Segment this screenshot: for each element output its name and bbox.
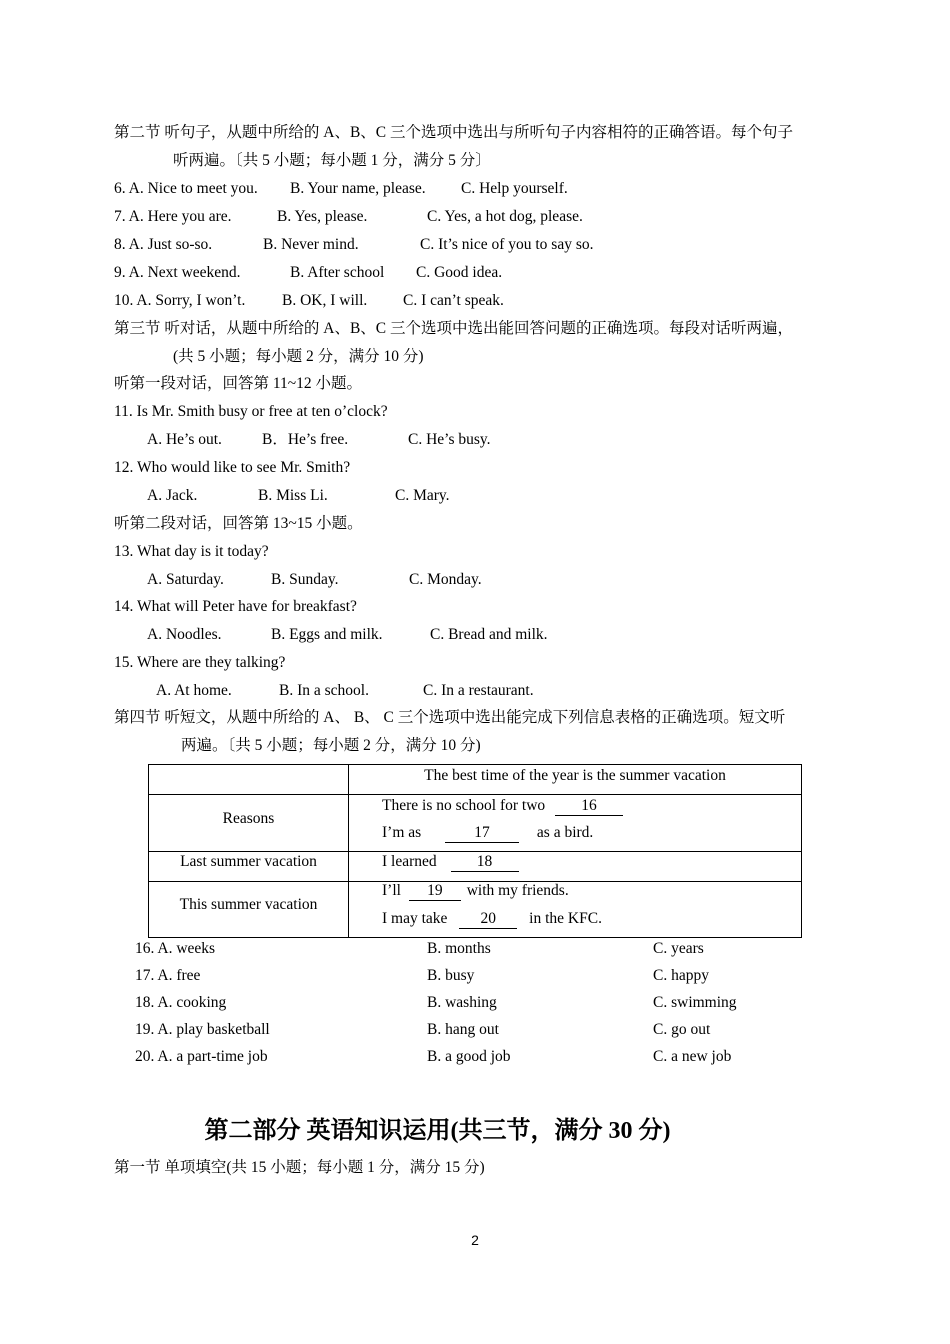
section3-instruction-line1: 第三节 听对话，从题中所给的 A、B、C 三个选项中选出能回答问题的正确选项。每段对话听两遍，: [114, 320, 793, 337]
q12-option-c: C. Mary.: [395, 487, 450, 504]
q18-option-a: 18. A. cooking: [135, 994, 227, 1011]
q11-option-c: C. He’s busy.: [408, 431, 491, 448]
this-line2-post: in the KFC.: [529, 910, 602, 927]
q13-question: 13. What day is it today?: [114, 543, 269, 560]
q20-option-c: C. a new job: [653, 1048, 732, 1065]
q14-question: 14. What will Peter have for breakfast?: [114, 598, 357, 615]
q15-question: 15. Where are they talking?: [114, 654, 286, 671]
dialog1-instruction: 听第一段对话，回答第 11~12 小题。: [114, 375, 363, 392]
q20-option-a: 20. A. a part-time job: [135, 1048, 268, 1065]
q13-option-b: B. Sunday.: [271, 571, 339, 588]
q16-option-b: B. months: [427, 940, 491, 957]
reasons-line1-text: There is no school for two: [382, 797, 546, 814]
q13-option-a: A. Saturday.: [147, 571, 224, 588]
q16-option-a: 16. A. weeks: [135, 940, 216, 957]
reasons-line2-post: as a bird.: [536, 824, 594, 841]
q9-option-b: B. After school: [290, 264, 385, 281]
section4-instruction-line2: 两遍。〔共 5 小题；每小题 2 分，满分 10 分): [181, 737, 481, 754]
blank-16: 16: [555, 797, 623, 816]
q15-option-c: C. In a restaurant.: [423, 682, 534, 699]
part2-title: 第二部分 英语知识运用(共三节，满分 30 分): [204, 1118, 671, 1144]
q17-option-c: C. happy: [653, 967, 709, 984]
q7-option-c: C. Yes, a hot dog, please.: [427, 208, 583, 225]
this-line1-post: with my friends.: [466, 882, 569, 899]
q9-option-a: 9. A. Next weekend.: [114, 264, 241, 281]
q12-option-b: B. Miss Li.: [258, 487, 328, 504]
dialog2-instruction: 听第二段对话，回答第 13~15 小题。: [114, 515, 363, 532]
part2-section1-instruction: 第一节 单项填空(共 15 小题；每小题 1 分，满分 15 分): [114, 1159, 485, 1176]
q19-option-b: B. hang out: [427, 1021, 499, 1038]
q8-option-b: B. Never mind.: [263, 236, 359, 253]
q9-option-c: C. Good idea.: [416, 264, 503, 281]
q10-option-b: B. OK, I will.: [282, 292, 368, 309]
q12-question: 12. Who would like to see Mr. Smith?: [114, 459, 351, 476]
q14-option-c: C. Bread and milk.: [430, 626, 548, 643]
section2-instruction-line2: 听两遍。〔共 5 小题；每小题 1 分，满分 5 分〕: [173, 152, 491, 169]
q7-option-a: 7. A. Here you are.: [114, 208, 232, 225]
blank-19: 19: [409, 882, 461, 901]
q10-option-c: C. I can’t speak.: [403, 292, 504, 309]
q15-option-b: B. In a school.: [279, 682, 369, 699]
q19-option-a: 19. A. play basketball: [135, 1021, 270, 1038]
q14-option-a: A. Noodles.: [147, 626, 222, 643]
q17-option-a: 17. A. free: [135, 967, 201, 984]
table-last-line: [382, 852, 519, 872]
q6-option-c: C. Help yourself.: [461, 180, 568, 197]
table-this-label: This summer vacation: [179, 896, 318, 913]
q11-option-a: A. He’s out.: [147, 431, 222, 448]
blank-20: 20: [459, 910, 517, 929]
q16-option-c: C. years: [653, 940, 704, 957]
reasons-line2-pre: I’m as: [382, 824, 422, 841]
q18-option-c: C. swimming: [653, 994, 737, 1011]
q8-option-c: C. It’s nice of you to say so.: [420, 236, 594, 253]
q15-option-a: A. At home.: [156, 682, 232, 699]
section4-instruction-line1: 第四节 听短文，从题中所给的 A、 B、 C 三个选项中选出能完成下列信息表格的正确选项。短文听: [114, 709, 786, 726]
blank-18: 18: [451, 853, 519, 872]
table-last-label: Last summer vacation: [180, 853, 317, 870]
this-line2-pre: I may take: [382, 910, 448, 927]
table-this-line1: [382, 881, 569, 901]
q19-option-c: C. go out: [653, 1021, 711, 1038]
q10-option-a: 10. A. Sorry, I won’t.: [114, 292, 246, 309]
table-reasons-line1: [382, 796, 623, 816]
q6-option-b: B. Your name, please.: [290, 180, 426, 197]
q14-option-b: B. Eggs and milk.: [271, 626, 383, 643]
this-line1-pre: I’ll: [382, 882, 401, 899]
page-number: 2: [471, 1232, 479, 1248]
q12-option-a: A. Jack.: [147, 487, 198, 504]
q6-option-a: 6. A. Nice to meet you.: [114, 180, 258, 197]
section3-instruction-line2: (共 5 小题；每小题 2 分，满分 10 分): [173, 348, 424, 365]
q11-question: 11. Is Mr. Smith busy or free at ten o’clock?: [114, 403, 388, 420]
q11-option-b: B．He’s free.: [262, 431, 349, 448]
table-reasons-label: Reasons: [222, 810, 275, 827]
q18-option-b: B. washing: [427, 994, 497, 1011]
last-line-pre: I learned: [382, 853, 437, 870]
section2-instruction-line1: 第二节 听句子，从题中所给的 A、B、C 三个选项中选出与所听句子内容相符的正确答语。每个句子: [114, 124, 793, 141]
table-this-line2: [382, 909, 602, 929]
table-reasons-line2: [382, 823, 593, 843]
blank-17: 17: [445, 824, 519, 843]
q17-option-b: B. busy: [427, 967, 475, 984]
q7-option-b: B. Yes, please.: [277, 208, 368, 225]
q13-option-c: C. Monday.: [409, 571, 482, 588]
table-header: The best time of the year is the summer vacation: [424, 767, 726, 784]
q8-option-a: 8. A. Just so-so.: [114, 236, 213, 253]
q20-option-b: B. a good job: [427, 1048, 511, 1065]
